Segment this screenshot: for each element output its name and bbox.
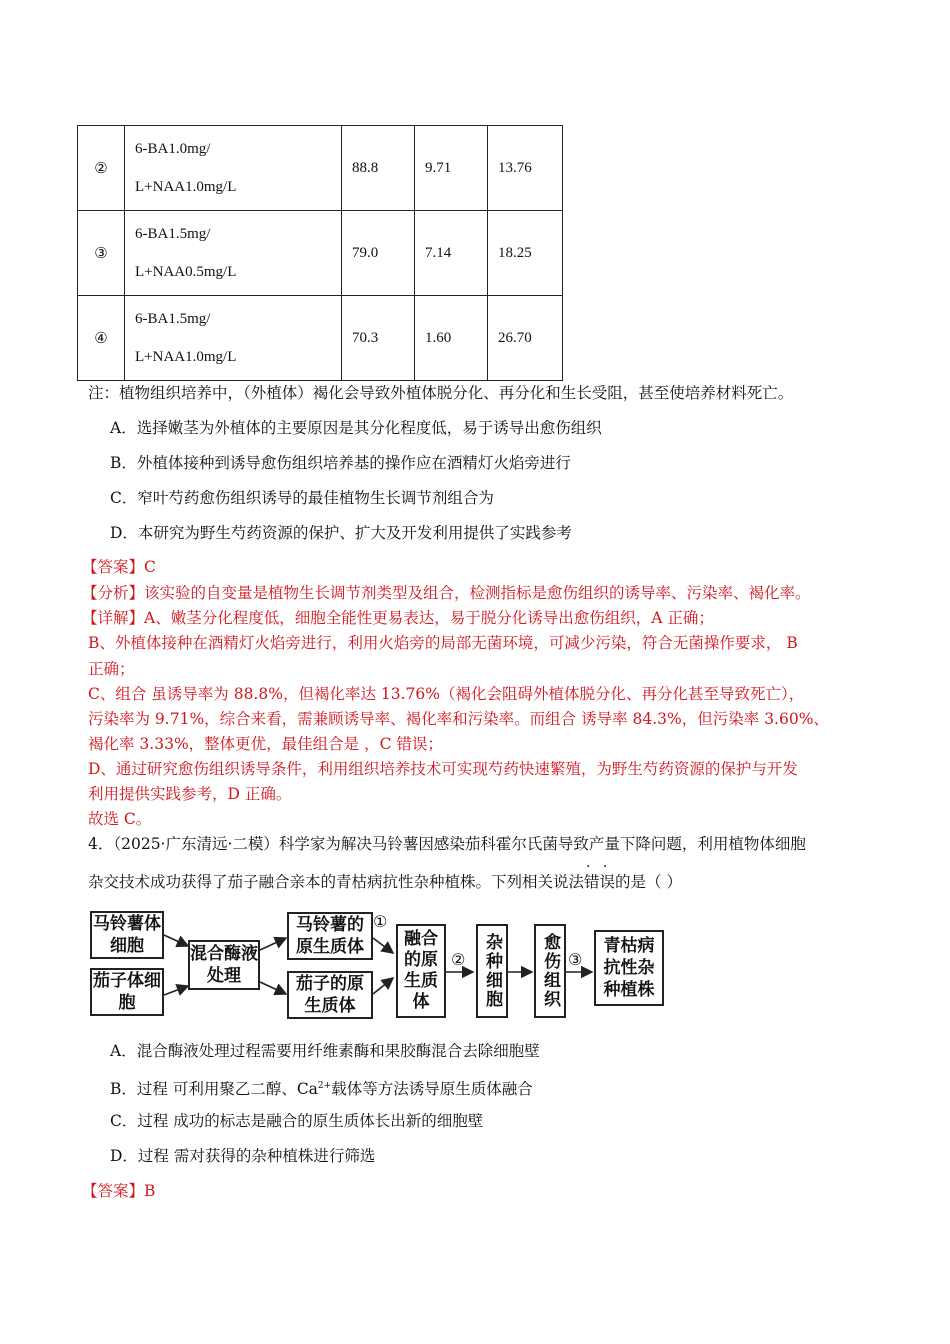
potato-protoplast-box: 马铃薯的原生质体 — [287, 912, 373, 960]
callus-box — [534, 924, 566, 1018]
callus-label: 愈伤组织 — [540, 933, 560, 1009]
row-treatment — [125, 211, 342, 296]
q3-option-c: C．窄叶芍药愈伤组织诱导的最佳植物生长调节剂组合为 — [110, 489, 494, 507]
table-row — [78, 126, 563, 211]
step-2-label: ② — [451, 950, 466, 969]
q3-detail-c-cont2: 褐化率 3.33%，整体更优，最佳组合是 ，C 错误； — [88, 735, 443, 753]
q4-stem-text: 杂交技术成功获得了茄子融合亲本的青枯病抗性杂种植株。下列相关说法 — [88, 873, 585, 891]
treatment-line-2: L+NAA1.0mg/L — [135, 349, 237, 365]
row-id: ④ — [78, 296, 125, 381]
process-diagram — [88, 908, 678, 1023]
enzyme-treatment-box: 混合酶液处理 — [188, 940, 260, 990]
q3-option-d: D．本研究为野生芍药资源的保护、扩大及开发利用提供了实践参考 — [110, 524, 572, 542]
row-value-3: 26.70 — [488, 296, 563, 381]
arrow-enzyme-to-eggplant-proto — [260, 982, 286, 994]
q3-detail-b-cont: 正确； — [88, 660, 135, 678]
row-treatment — [125, 126, 342, 211]
row-id: ③ — [78, 211, 125, 296]
row-value-2: 1.60 — [415, 296, 488, 381]
q3-detail-c: C、组合 虽诱导率为 88.8%，但褐化率达 13.76%（褐化会阻碍外植体脱分化、再分化甚至导致死亡）， — [88, 685, 805, 703]
q3-detail-a: 【详解】A、嫩茎分化程度低，细胞全能性更易表达，易于脱分化诱导出愈伤组织，A 正确； — [82, 609, 714, 627]
arrow-eggplant-to-enzyme — [164, 986, 188, 995]
q3-detail-d-cont: 利用提供实践参考，D 正确。 — [88, 785, 292, 803]
q4-option-b-text: B．过程 可利用聚乙二醇、Ca — [110, 1080, 318, 1099]
treatment-line-1: 6-BA1.5mg/ — [135, 311, 211, 327]
q4-stem-bracket: 的是（ ） — [615, 873, 682, 891]
treatment-line-2: L+NAA0.5mg/L — [135, 264, 237, 280]
treatment-line-2: L+NAA1.0mg/L — [135, 179, 237, 195]
arrow-eggplant-proto-to-fused — [373, 978, 393, 994]
row-value-3: 13.76 — [488, 126, 563, 211]
row-treatment — [125, 296, 342, 381]
row-value-2: 7.14 — [415, 211, 488, 296]
row-value-2: 9.71 — [415, 126, 488, 211]
table-row — [78, 211, 563, 296]
q4-stem-line2 — [88, 872, 682, 892]
fused-protoplast-box: 融合的原生质体 — [396, 924, 446, 1018]
hybrid-cell-box — [476, 924, 508, 1018]
q4-option-c: C．过程 成功的标志是融合的原生质体长出新的细胞壁 — [110, 1112, 484, 1130]
q3-detail-b: B、外植体接种在酒精灯火焰旁进行，利用火焰旁的局部无菌环境，可减少污染，符合无菌操作要求， B — [88, 634, 798, 652]
hybrid-cell-label: 杂种细胞 — [482, 933, 502, 1009]
arrow-potato-proto-to-fused — [373, 938, 393, 953]
q4-stem-emphasis: · · 错误 — [584, 873, 615, 891]
potato-cell-box: 马铃薯体细胞 — [90, 911, 164, 959]
row-value-1: 70.3 — [342, 296, 415, 381]
q4-option-b-rest: 载体等方法诱导原生质体融合 — [331, 1080, 533, 1099]
treatment-line-1: 6-BA1.5mg/ — [135, 226, 211, 242]
q4-option-b-sup: 2+ — [317, 1081, 332, 1091]
eggplant-cell-box: 茄子体细胞 — [90, 968, 164, 1016]
treatment-line-1: 6-BA1.0mg/ — [135, 141, 211, 157]
q3-analysis: 【分析】该实验的自变量是植物生长调节剂类型及组合，检测指标是愈伤组织的诱导率、污染率、褐化率。 — [82, 584, 811, 602]
q4-option-a: A．混合酶液处理过程需要用纤维素酶和果胶酶混合去除细胞壁 — [110, 1042, 540, 1060]
q3-answer: 【答案】C — [82, 558, 156, 576]
table-note: 注：植物组织培养中，（外植体）褐化会导致外植体脱分化、再分化和生长受阻，甚至使培养材料死亡。 — [88, 384, 794, 402]
step-3-label: ③ — [568, 950, 583, 969]
arrow-enzyme-to-potato-proto — [260, 938, 286, 950]
resistant-plant-box: 青枯病抗性杂种植株 — [594, 930, 664, 1006]
q3-option-b: B．外植体接种到诱导愈伤组织培养基的操作应在酒精灯火焰旁进行 — [110, 454, 571, 472]
eggplant-protoplast-box: 茄子的原生质体 — [287, 971, 373, 1019]
q4-option-d: D．过程 需对获得的杂种植株进行筛选 — [110, 1147, 376, 1165]
arrow-potato-to-enzyme — [164, 935, 188, 946]
q3-option-a: A．选择嫩茎为外植体的主要原因是其分化程度低，易于诱导出愈伤组织 — [110, 419, 602, 437]
q4-option-b — [110, 1076, 533, 1099]
table-row — [78, 296, 563, 381]
row-value-1: 79.0 — [342, 211, 415, 296]
q3-detail-d: D、通过研究愈伤组织诱导条件，利用组织培养技术可实现芍药快速繁殖，为野生芍药资源的保护与开发 — [88, 760, 798, 778]
step-1-label: ① — [373, 912, 388, 931]
q4-stem-line1: 4．（2025·广东清远·二模）科学家为解决马铃薯因感染茄科霍尔氏菌导致产量下降问题，利用植物体细胞 — [88, 835, 806, 853]
q3-detail-c-cont1: 污染率为 9.71%，综合来看，需兼顾诱导率、褐化率和污染率。而组合 诱导率 84.3%，但污染率 3.60%、 — [88, 710, 829, 728]
q4-answer: 【答案】B — [82, 1182, 156, 1200]
row-value-3: 18.25 — [488, 211, 563, 296]
row-value-1: 88.8 — [342, 126, 415, 211]
result-table — [77, 125, 563, 381]
q3-conclusion: 故选 C。 — [88, 810, 152, 828]
row-id: ② — [78, 126, 125, 211]
